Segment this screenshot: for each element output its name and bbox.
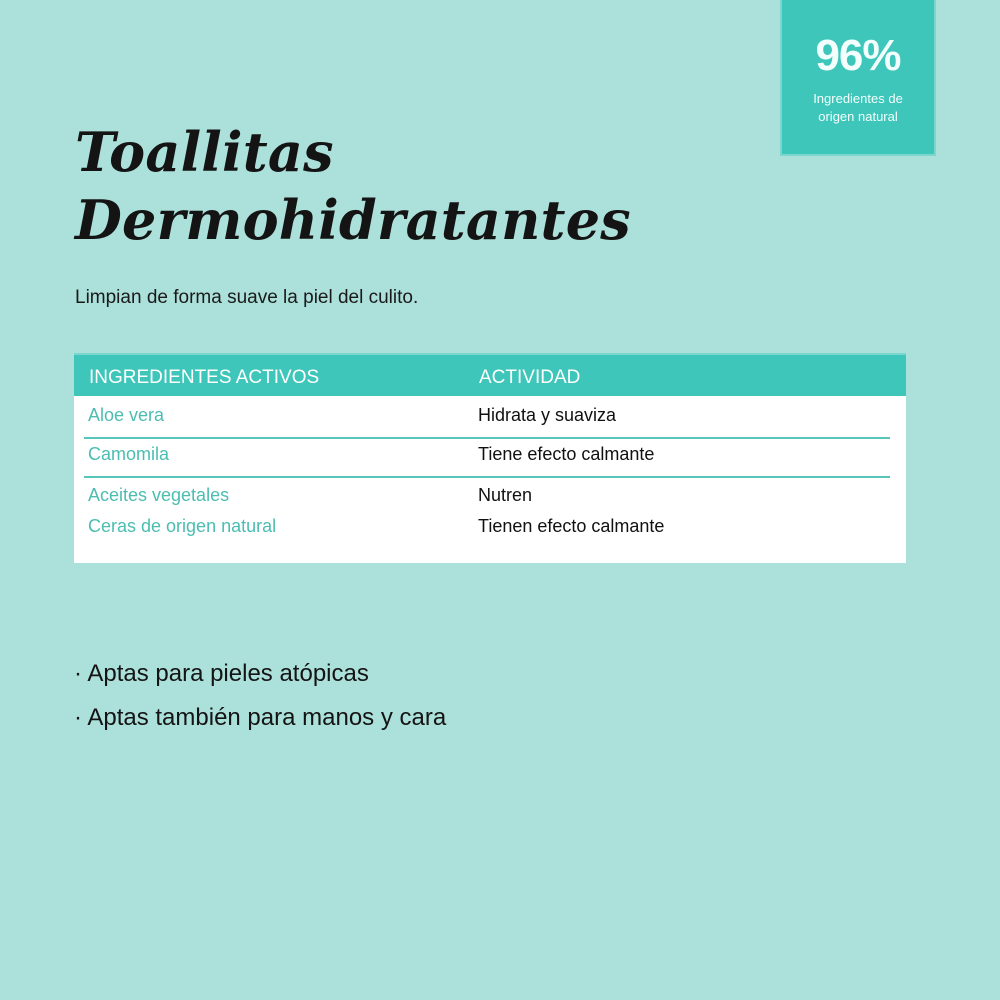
badge-caption-line-1: Ingredientes de [813,91,903,106]
natural-ingredients-badge [780,0,936,156]
activity-cell: Nutren [478,485,533,505]
product-title-line-1: Toallitas [75,120,334,184]
product-title [75,118,631,254]
activity-cell: Hidrata y suaviza [478,405,617,425]
ingredient-cell: Aloe vera [88,405,165,425]
ingredients-table [74,353,906,563]
feature-item: · Aptas para pieles atópicas [74,660,369,687]
ingredient-cell: Aceites vegetales [88,485,230,505]
table-header [74,353,906,396]
activity-cell: Tiene efecto calmante [478,444,655,464]
activity-cell: Tienen efecto calmante [478,516,665,536]
badge-caption-line-2: origen natural [818,109,898,124]
feature-item: · Aptas también para manos y cara [74,704,447,731]
row-divider [84,476,890,478]
ingredient-cell: Ceras de origen natural [88,516,277,536]
badge-percentage: 96% [815,31,901,80]
header-active-ingredients: INGREDIENTES ACTIVOS [89,367,320,388]
feature-list [74,652,446,740]
badge-caption [782,90,934,126]
ingredient-cell: Camomila [88,444,170,464]
header-activity: ACTIVIDAD [479,367,581,388]
product-title-line-2: Dermohidratantes [75,188,631,252]
product-subtitle: Limpian de forma suave la piel del culito. [75,287,419,308]
row-divider [84,437,890,439]
